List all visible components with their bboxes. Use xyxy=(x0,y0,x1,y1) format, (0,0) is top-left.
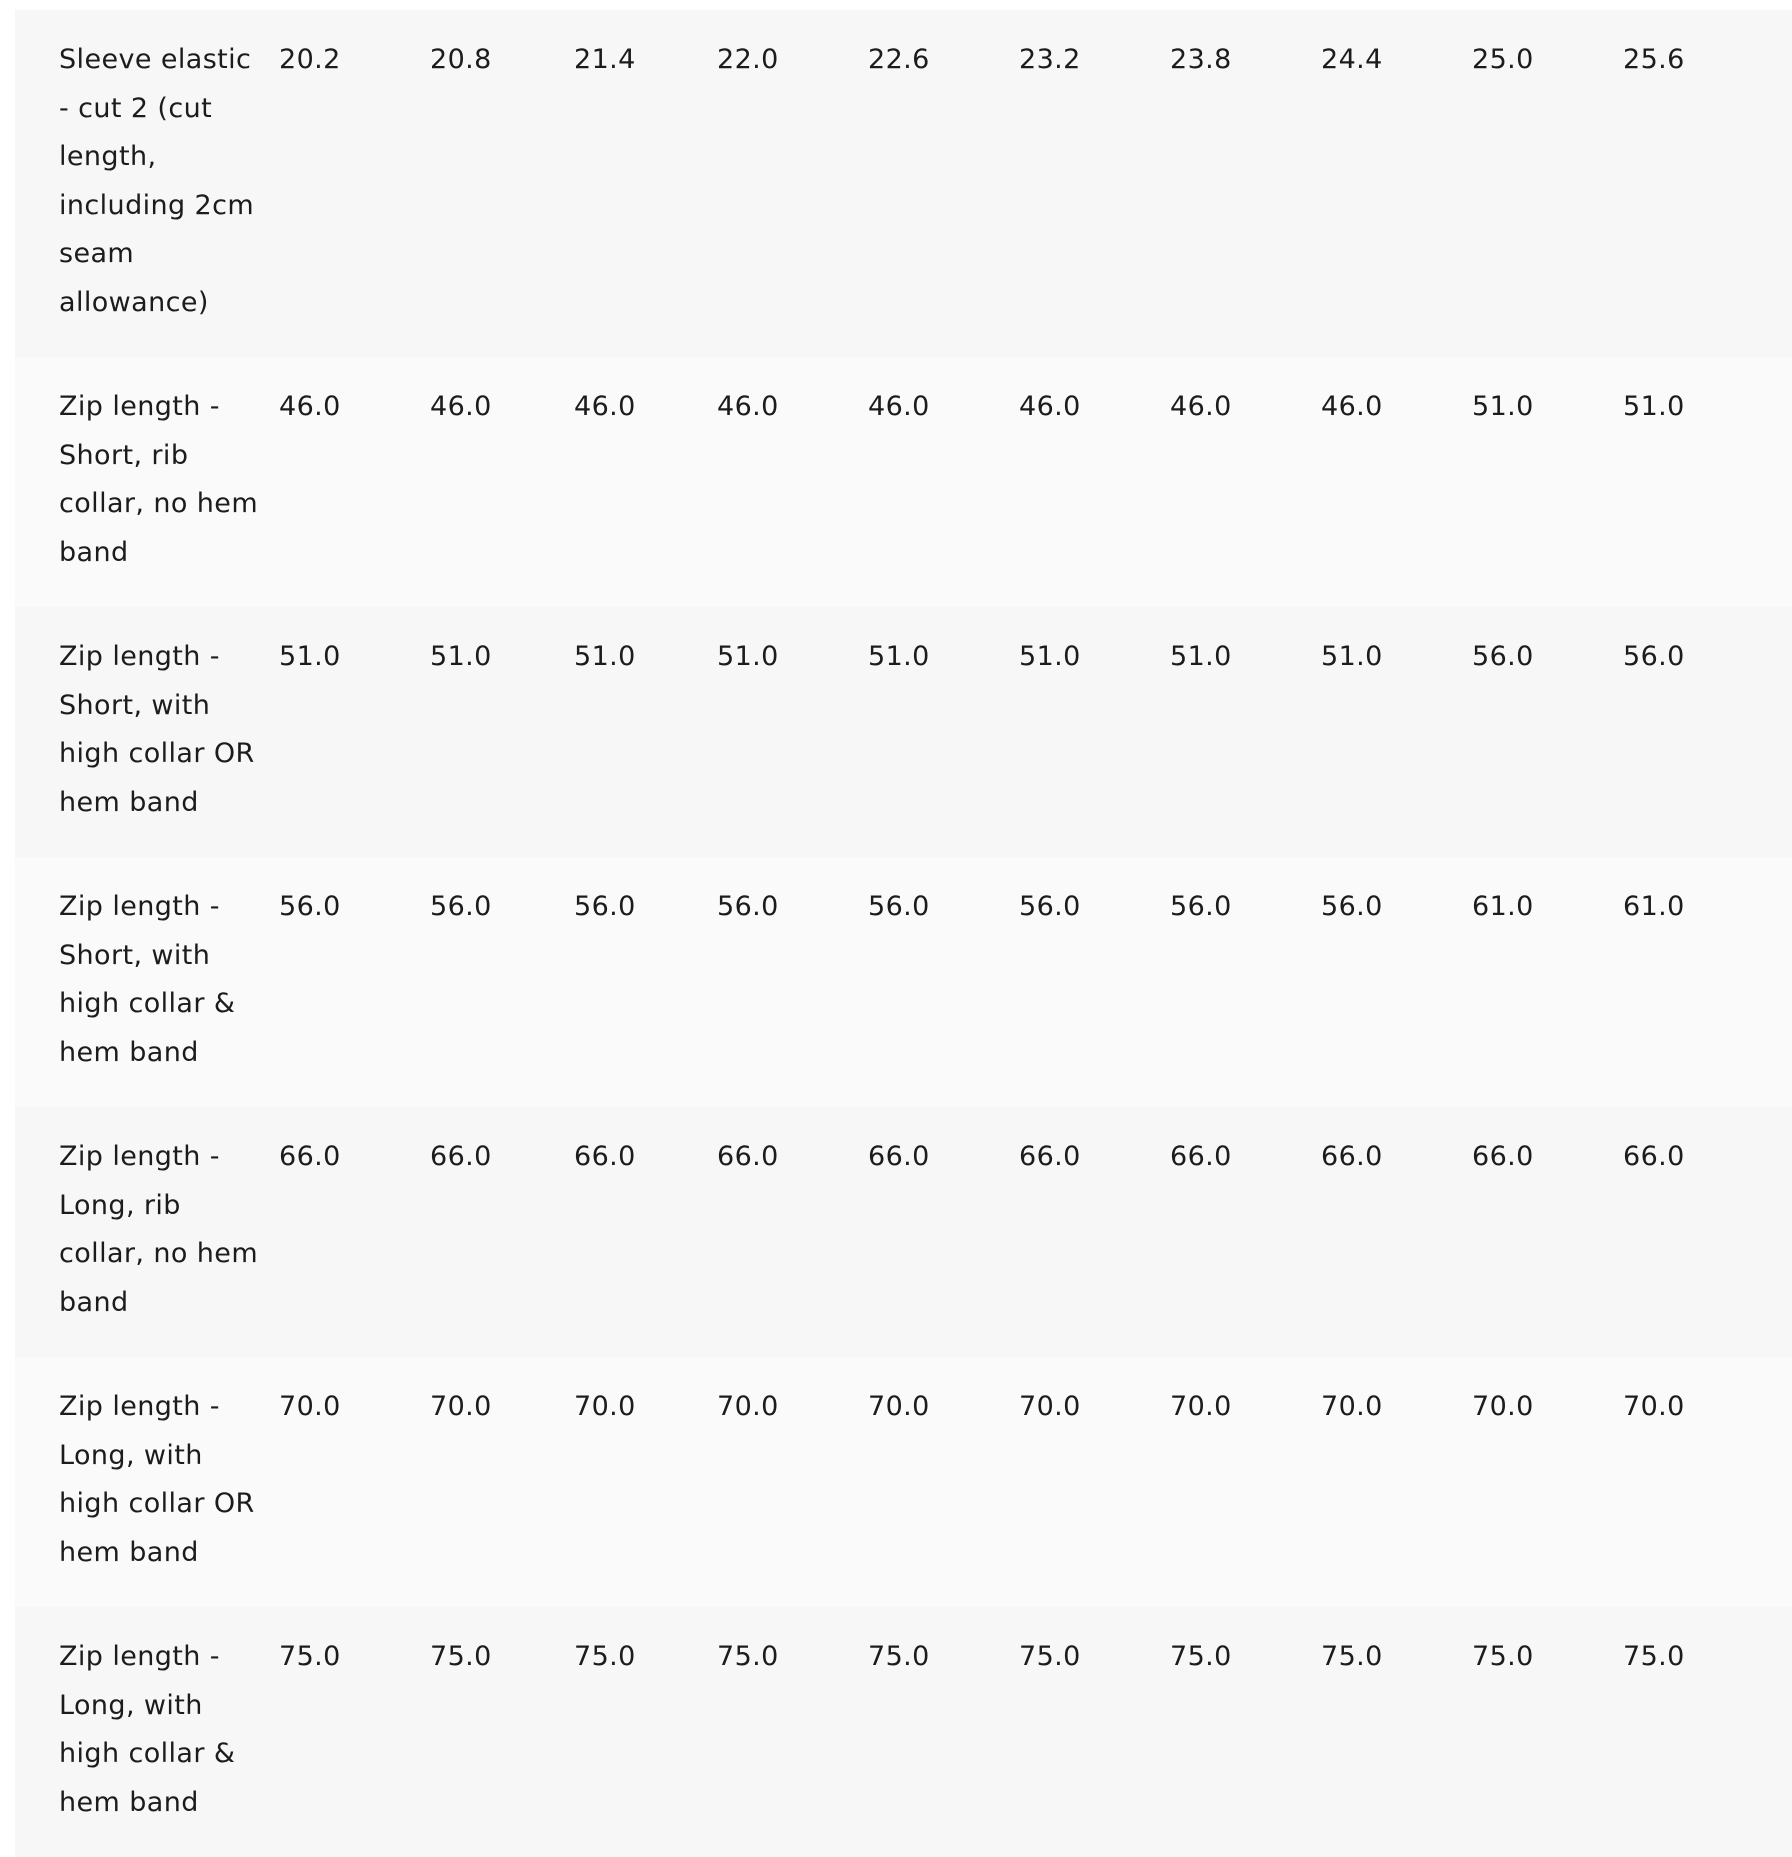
table-cell: 51.0 xyxy=(1472,357,1623,607)
table-cell: 56.0 xyxy=(1170,857,1321,1107)
table-cell: 66.0 xyxy=(1170,1107,1321,1357)
table-cell: 66.0 xyxy=(1019,1107,1170,1357)
table-cell: 22.6 xyxy=(868,10,1019,357)
table-cell: 70.0 xyxy=(1623,1357,1792,1607)
measurement-table-container xyxy=(15,10,1792,1857)
table-cell: 75.0 xyxy=(868,1607,1019,1857)
table-body xyxy=(15,10,1792,1857)
table-cell: 70.0 xyxy=(574,1357,717,1607)
table-cell: 46.0 xyxy=(430,357,574,607)
table-cell: 70.0 xyxy=(1321,1357,1472,1607)
table-cell: 75.0 xyxy=(717,1607,868,1857)
table-cell: 46.0 xyxy=(1321,357,1472,607)
table-cell: 46.0 xyxy=(1170,357,1321,607)
table-cell: 56.0 xyxy=(1472,607,1623,857)
table-cell: 46.0 xyxy=(717,357,868,607)
table-cell: 56.0 xyxy=(279,857,430,1107)
table-cell: 51.0 xyxy=(430,607,574,857)
table-cell: 75.0 xyxy=(1321,1607,1472,1857)
table-cell: 51.0 xyxy=(279,607,430,857)
table-cell: 66.0 xyxy=(868,1107,1019,1357)
table-cell: 61.0 xyxy=(1623,857,1792,1107)
table-cell: 70.0 xyxy=(868,1357,1019,1607)
table-cell: 23.8 xyxy=(1170,10,1321,357)
table-cell: 66.0 xyxy=(1321,1107,1472,1357)
table-cell: 56.0 xyxy=(717,857,868,1107)
table-cell: 56.0 xyxy=(1623,607,1792,857)
table-cell: 23.2 xyxy=(1019,10,1170,357)
table-cell: 56.0 xyxy=(574,857,717,1107)
row-label: Zip length - Short, rib collar, no hem band xyxy=(15,357,279,607)
table-cell: 75.0 xyxy=(1170,1607,1321,1857)
table-cell: 70.0 xyxy=(279,1357,430,1607)
table-cell: 51.0 xyxy=(1019,607,1170,857)
table-cell: 56.0 xyxy=(868,857,1019,1107)
table-cell: 51.0 xyxy=(1170,607,1321,857)
table-cell: 46.0 xyxy=(868,357,1019,607)
table-cell: 70.0 xyxy=(717,1357,868,1607)
table-cell: 75.0 xyxy=(1623,1607,1792,1857)
table-cell: 66.0 xyxy=(279,1107,430,1357)
table-cell: 46.0 xyxy=(574,357,717,607)
table-cell: 75.0 xyxy=(1472,1607,1623,1857)
table-cell: 70.0 xyxy=(1472,1357,1623,1607)
table-row xyxy=(15,10,1792,357)
table-cell: 51.0 xyxy=(1623,357,1792,607)
row-label: Zip length - Long, with high collar & hem band xyxy=(15,1607,279,1857)
table-cell: 75.0 xyxy=(430,1607,574,1857)
table-cell: 24.4 xyxy=(1321,10,1472,357)
table-row xyxy=(15,607,1792,857)
table-cell: 25.6 xyxy=(1623,10,1792,357)
table-cell: 51.0 xyxy=(868,607,1019,857)
table-cell: 70.0 xyxy=(430,1357,574,1607)
table-cell: 51.0 xyxy=(574,607,717,857)
table-cell: 66.0 xyxy=(1623,1107,1792,1357)
table-cell: 22.0 xyxy=(717,10,868,357)
table-row xyxy=(15,1107,1792,1357)
table-cell: 56.0 xyxy=(430,857,574,1107)
table-cell: 20.2 xyxy=(279,10,430,357)
table-cell: 75.0 xyxy=(574,1607,717,1857)
table-cell: 66.0 xyxy=(574,1107,717,1357)
row-label: Sleeve elastic - cut 2 (cut length, including 2cm seam allowance) xyxy=(15,10,279,357)
table-cell: 61.0 xyxy=(1472,857,1623,1107)
table-row xyxy=(15,357,1792,607)
table-cell: 56.0 xyxy=(1321,857,1472,1107)
table-cell: 66.0 xyxy=(1472,1107,1623,1357)
measurement-table xyxy=(15,10,1792,1857)
table-row xyxy=(15,1357,1792,1607)
row-label: Zip length - Short, with high collar OR hem band xyxy=(15,607,279,857)
table-row xyxy=(15,1607,1792,1857)
table-cell: 20.8 xyxy=(430,10,574,357)
row-label: Zip length - Long, rib collar, no hem band xyxy=(15,1107,279,1357)
table-cell: 51.0 xyxy=(1321,607,1472,857)
row-label: Zip length - Long, with high collar OR hem band xyxy=(15,1357,279,1607)
table-cell: 66.0 xyxy=(430,1107,574,1357)
table-cell: 66.0 xyxy=(717,1107,868,1357)
table-cell: 21.4 xyxy=(574,10,717,357)
table-cell: 25.0 xyxy=(1472,10,1623,357)
table-cell: 51.0 xyxy=(717,607,868,857)
table-cell: 46.0 xyxy=(279,357,430,607)
table-cell: 75.0 xyxy=(1019,1607,1170,1857)
table-cell: 56.0 xyxy=(1019,857,1170,1107)
row-label: Zip length - Short, with high collar & hem band xyxy=(15,857,279,1107)
table-cell: 75.0 xyxy=(279,1607,430,1857)
table-cell: 70.0 xyxy=(1019,1357,1170,1607)
table-cell: 70.0 xyxy=(1170,1357,1321,1607)
table-row xyxy=(15,857,1792,1107)
table-cell: 46.0 xyxy=(1019,357,1170,607)
